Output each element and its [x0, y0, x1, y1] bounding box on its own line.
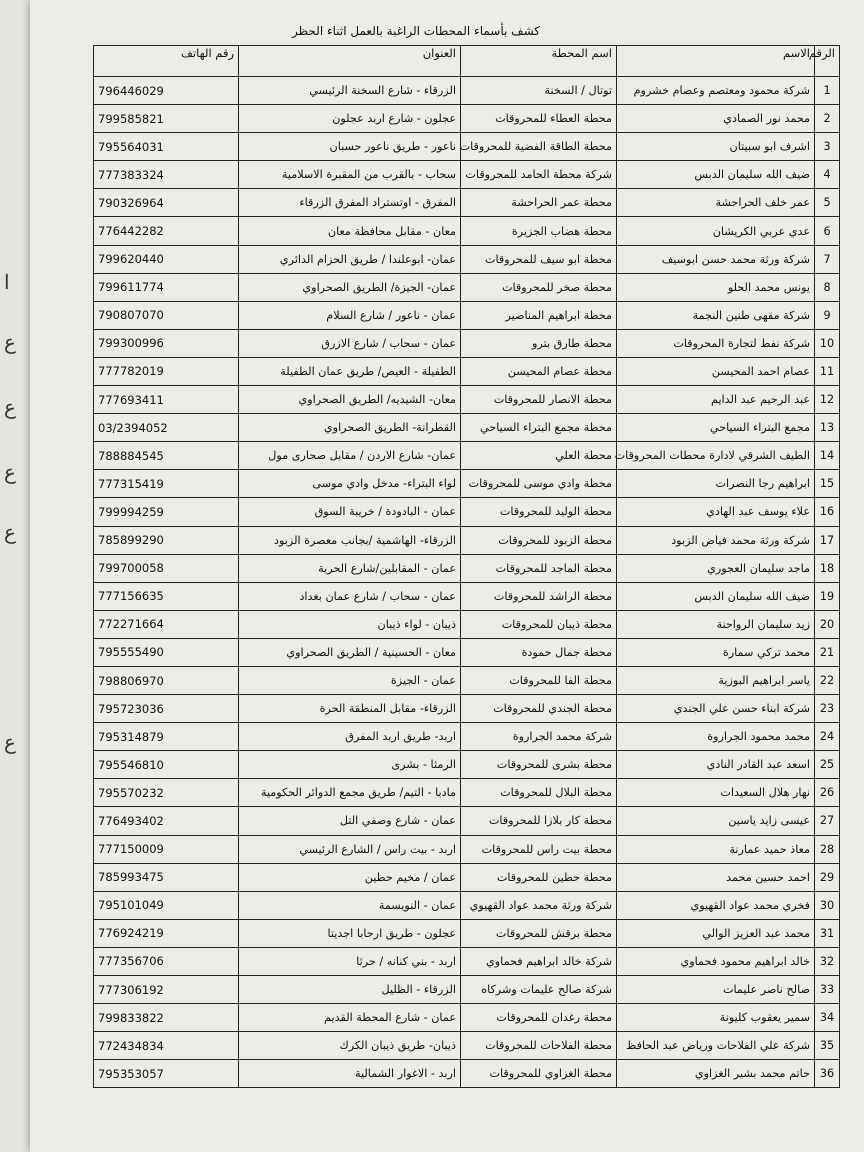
row-address: عمان / مخيم حطين [239, 863, 461, 891]
table-row [94, 919, 840, 947]
row-station: محطة الوليد للمحروقات [461, 498, 617, 526]
row-address: الطفيلة - العيص/ طريق عمان الطفيلة [239, 357, 461, 385]
table-row [94, 1032, 840, 1060]
row-phone: 795564031 [94, 133, 239, 161]
row-number: 25 [815, 751, 840, 779]
row-name: شركة نفط لتجارة المحروقات [617, 329, 815, 357]
table-row [94, 723, 840, 751]
row-phone: 776493402 [94, 807, 239, 835]
row-name: نهار هلال السعيدات [617, 779, 815, 807]
row-name: شركة مقهى طنين النجمة [617, 301, 815, 329]
table-row [94, 610, 840, 638]
row-address: ناعور - طريق ناعور حسبان [239, 133, 461, 161]
row-number: 30 [815, 891, 840, 919]
row-name: ياسر ابراهيم البوزية [617, 666, 815, 694]
row-address: عمان - الجيزة [239, 666, 461, 694]
row-address: الرمثا - بشرى [239, 751, 461, 779]
row-station: محطة برقش للمحروقات [461, 919, 617, 947]
row-address: عجلون - شارع اربد عجلون [239, 105, 461, 133]
row-name: محمد نور الصمادي [617, 105, 815, 133]
row-number: 31 [815, 919, 840, 947]
row-phone: 788884545 [94, 442, 239, 470]
row-phone: 776442282 [94, 217, 239, 245]
row-station: محطة العطاء للمحروقات [461, 105, 617, 133]
header-name: الاسم [617, 46, 815, 77]
row-phone: 776924219 [94, 919, 239, 947]
row-address: اربد - بني كنانه / حرثا [239, 947, 461, 975]
row-number: 35 [815, 1032, 840, 1060]
row-station: محطة البلال للمحروقات [461, 779, 617, 807]
row-address: ذيبان- طريق ذيبان الكرك [239, 1032, 461, 1060]
row-number: 5 [815, 189, 840, 217]
adjacent-page-edge [0, 0, 33, 1152]
row-station: محطة ابو سيف للمحروقات [461, 245, 617, 273]
row-station: محطة وادي موسى للمحروقات [461, 470, 617, 498]
row-number: 23 [815, 695, 840, 723]
row-phone: 777156635 [94, 582, 239, 610]
table-row [94, 1004, 840, 1032]
row-name: علاء يوسف عبد الهادي [617, 498, 815, 526]
handwriting-mark: ع [4, 330, 16, 354]
table-row [94, 554, 840, 582]
row-name: عبد الرحيم عبد الدايم [617, 386, 815, 414]
table-row [94, 217, 840, 245]
table-row [94, 105, 840, 133]
row-phone: 796446029 [94, 77, 239, 105]
row-name: احمد حسين محمد [617, 863, 815, 891]
row-number: 9 [815, 301, 840, 329]
row-station: محطة بيت راس للمحروقات [461, 835, 617, 863]
row-address: القطرانة- الطريق الصحراوي [239, 414, 461, 442]
row-number: 10 [815, 329, 840, 357]
row-phone: 777150009 [94, 835, 239, 863]
row-name: خالد ابراهيم محمود فحماوي [617, 947, 815, 975]
row-station: محطة عصام المحيسن [461, 357, 617, 385]
row-station: محطة الماجد للمحروقات [461, 554, 617, 582]
table-row [94, 245, 840, 273]
table-row [94, 582, 840, 610]
row-address: لواء البتراء- مدخل وادي موسى [239, 470, 461, 498]
row-phone: 795555490 [94, 638, 239, 666]
table-row [94, 133, 840, 161]
row-name: عدي عربي الكريشان [617, 217, 815, 245]
row-number: 12 [815, 386, 840, 414]
handwriting-mark: ع [4, 460, 16, 484]
handwriting-mark: ع [4, 730, 16, 754]
row-address: اربد- طريق اربد المفرق [239, 723, 461, 751]
row-name: صالح ناصر عليمات [617, 976, 815, 1004]
row-number: 27 [815, 807, 840, 835]
row-phone: 777782019 [94, 357, 239, 385]
header-phone: رقم الهاتف [94, 46, 239, 77]
row-station: شركة صالح عليمات وشركاه [461, 976, 617, 1004]
row-address: عمان - شارع المحطة القديم [239, 1004, 461, 1032]
handwriting-mark: ع [4, 520, 16, 544]
row-phone: 799833822 [94, 1004, 239, 1032]
row-phone: 799994259 [94, 498, 239, 526]
row-address: اربد - بيت راس / الشارع الرئيسي [239, 835, 461, 863]
row-station: محطة الفا للمحروقات [461, 666, 617, 694]
row-name: اسعد عبد القادر النادي [617, 751, 815, 779]
row-number: 4 [815, 161, 840, 189]
row-number: 3 [815, 133, 840, 161]
row-station: محطة الزبود للمحروقات [461, 526, 617, 554]
row-station: محطة طارق بترو [461, 329, 617, 357]
row-phone: 777693411 [94, 386, 239, 414]
row-name: فخري محمد عواد القهيوي [617, 891, 815, 919]
row-phone: 785899290 [94, 526, 239, 554]
table-row [94, 77, 840, 105]
row-phone: 795570232 [94, 779, 239, 807]
table-row [94, 329, 840, 357]
row-number: 15 [815, 470, 840, 498]
row-name: ضيف الله سليمان الدبس [617, 161, 815, 189]
row-name: عيسى زايد ياسين [617, 807, 815, 835]
row-name: محمد عبد العزيز الوالي [617, 919, 815, 947]
row-station: شركة محطة الحامد للمحروقات [461, 161, 617, 189]
row-address: عمان - البادودة / خريبة السوق [239, 498, 461, 526]
row-number: 19 [815, 582, 840, 610]
row-number: 22 [815, 666, 840, 694]
row-phone: 777383324 [94, 161, 239, 189]
row-phone: 799620440 [94, 245, 239, 273]
row-name: ضيف الله سليمان الدبس [617, 582, 815, 610]
row-address: عمان - النويسمة [239, 891, 461, 919]
row-station: محطة ابراهيم المناصير [461, 301, 617, 329]
row-address: معان - الحسينية / الطريق الصحراوي [239, 638, 461, 666]
row-number: 17 [815, 526, 840, 554]
row-number: 20 [815, 610, 840, 638]
row-phone: 799611774 [94, 273, 239, 301]
row-phone: 777306192 [94, 976, 239, 1004]
row-station: محطة بشرى للمحروقات [461, 751, 617, 779]
row-address: عمان - سحاب / شارع الازرق [239, 329, 461, 357]
table-row [94, 976, 840, 1004]
row-address: الزرقاء - الظليل [239, 976, 461, 1004]
row-name: شركة علي الفلاحات ورياض عبد الحافظ [617, 1032, 815, 1060]
row-phone: 777315419 [94, 470, 239, 498]
row-number: 32 [815, 947, 840, 975]
row-phone: 785993475 [94, 863, 239, 891]
row-name: شركة محمود ومعتصم وعصام خشروم [617, 77, 815, 105]
row-name: شركة ابناء حسن علي الجندي [617, 695, 815, 723]
table-row [94, 161, 840, 189]
row-address: مادبا - التيم/ طريق مجمع الدوائر الحكومية [239, 779, 461, 807]
row-name: مجمع البتراء السياحي [617, 414, 815, 442]
row-name: يونس محمد الحلو [617, 273, 815, 301]
row-number: 24 [815, 723, 840, 751]
table-row [94, 357, 840, 385]
row-station: محطة صخر للمحروقات [461, 273, 617, 301]
row-phone: 790326964 [94, 189, 239, 217]
row-name: شركة ورثة محمد فياض الزبود [617, 526, 815, 554]
row-address: اربد - الاغوار الشمالية [239, 1060, 461, 1088]
row-number: 6 [815, 217, 840, 245]
row-number: 29 [815, 863, 840, 891]
row-name: سمير يعقوب كليونة [617, 1004, 815, 1032]
row-address: عمان- الجيزة/ الطريق الصحراوي [239, 273, 461, 301]
row-address: عمان - شارع وصفي التل [239, 807, 461, 835]
stations-table [93, 45, 840, 1088]
header-station: اسم المحطة [461, 46, 617, 77]
row-station: محطة كار بلازا للمحروقات [461, 807, 617, 835]
row-phone: 799700058 [94, 554, 239, 582]
row-number: 34 [815, 1004, 840, 1032]
row-name: عمر خلف الحراحشة [617, 189, 815, 217]
row-address: معان - مقابل محافظة معان [239, 217, 461, 245]
row-phone: 772271664 [94, 610, 239, 638]
row-station: محطة العلي [461, 442, 617, 470]
row-number: 28 [815, 835, 840, 863]
row-number: 21 [815, 638, 840, 666]
table-row [94, 638, 840, 666]
row-phone: 799300996 [94, 329, 239, 357]
header-num: الرقم [815, 46, 840, 77]
row-station: محطة الجندي للمحروقات [461, 695, 617, 723]
row-station: توتال / السخنة [461, 77, 617, 105]
table-row [94, 526, 840, 554]
row-phone: 799585821 [94, 105, 239, 133]
row-name: اشرف ابو سبيتان [617, 133, 815, 161]
table-row [94, 1060, 840, 1088]
row-name: شركة ورثة محمد حسن ابوسيف [617, 245, 815, 273]
row-number: 16 [815, 498, 840, 526]
row-name: عصام احمد المحيسن [617, 357, 815, 385]
row-station: محطة الفلاحات للمحروقات [461, 1032, 617, 1060]
row-number: 18 [815, 554, 840, 582]
row-station: شركة محمد الجراروة [461, 723, 617, 751]
row-address: عجلون - طريق ارحابا اجديتا [239, 919, 461, 947]
table-row [94, 807, 840, 835]
table-row [94, 301, 840, 329]
row-phone: 798806970 [94, 666, 239, 694]
row-address: عمان- ابوعلندا / طريق الحزام الدائري [239, 245, 461, 273]
table-row [94, 273, 840, 301]
row-address: ذيبان - لواء ذيبان [239, 610, 461, 638]
row-number: 2 [815, 105, 840, 133]
row-number: 33 [815, 976, 840, 1004]
row-name: حاتم محمد بشير الغزاوي [617, 1060, 815, 1088]
row-address: معان- الشيديه/ الطريق الصحراوي [239, 386, 461, 414]
table-row [94, 414, 840, 442]
row-address: الزرقاء- الهاشمية /بجانب معصرة الزبود [239, 526, 461, 554]
table-row [94, 386, 840, 414]
table-row [94, 779, 840, 807]
table-row [94, 835, 840, 863]
row-station: محطة مجمع البتراء السياحي [461, 414, 617, 442]
row-station: محطة رغدان للمحروقات [461, 1004, 617, 1032]
row-name: محمد تركي سمارة [617, 638, 815, 666]
row-number: 8 [815, 273, 840, 301]
row-station: محطة ذيبان للمحروقات [461, 610, 617, 638]
row-phone: 795353057 [94, 1060, 239, 1088]
row-station: محطة هضاب الجزيرة [461, 217, 617, 245]
row-number: 13 [815, 414, 840, 442]
row-name: معاذ حميد عمارنة [617, 835, 815, 863]
row-station: شركة ورثة محمد عواد القهيوي [461, 891, 617, 919]
row-name: ابراهيم رجا النصرات [617, 470, 815, 498]
row-number: 1 [815, 77, 840, 105]
row-station: محطة جمال حمودة [461, 638, 617, 666]
table-row [94, 751, 840, 779]
row-station: محطة عمر الحراحشة [461, 189, 617, 217]
row-phone: 795314879 [94, 723, 239, 751]
table-row [94, 863, 840, 891]
row-address: الزرقاء- مقابل المنطقة الحرة [239, 695, 461, 723]
handwriting-mark: ا [4, 270, 10, 294]
row-station: محطة حطين للمحروقات [461, 863, 617, 891]
table-row [94, 442, 840, 470]
row-phone: 795101049 [94, 891, 239, 919]
row-phone: 777356706 [94, 947, 239, 975]
table-row [94, 695, 840, 723]
row-address: سحاب - بالقرب من المقبرة الاسلامية [239, 161, 461, 189]
table-row [94, 666, 840, 694]
row-phone: 790807070 [94, 301, 239, 329]
row-address: عمان - سحاب / شارع عمان بغداد [239, 582, 461, 610]
row-number: 36 [815, 1060, 840, 1088]
row-station: محطة الراشد للمحروقات [461, 582, 617, 610]
table-row [94, 498, 840, 526]
header-address: العنوان [239, 46, 461, 77]
table-header-row [94, 46, 840, 77]
row-name: زيد سليمان الرواحنة [617, 610, 815, 638]
row-number: 7 [815, 245, 840, 273]
row-number: 11 [815, 357, 840, 385]
document-title: كشف بأسماء المحطات الراغبة بالعمل اثناء الحظر [291, 24, 540, 38]
row-address: عمان - ناعور / شارع السلام [239, 301, 461, 329]
table-row [94, 947, 840, 975]
row-station: محطة الطاقة الفضية للمحروقات [461, 133, 617, 161]
table-row [94, 891, 840, 919]
row-address: المفرق - اوتستراد المفرق الزرقاء [239, 189, 461, 217]
row-address: الزرقاء - شارع السخنة الرئيسي [239, 77, 461, 105]
row-phone: 03/2394052 [94, 414, 239, 442]
row-phone: 795546810 [94, 751, 239, 779]
row-address: عمان- شارع الاردن / مقابل صحارى مول [239, 442, 461, 470]
row-number: 14 [815, 442, 840, 470]
table-row [94, 470, 840, 498]
handwriting-mark: ع [4, 395, 16, 419]
row-phone: 795723036 [94, 695, 239, 723]
row-station: محطة الانصار للمحروقات [461, 386, 617, 414]
row-station: محطة الغزاوي للمحروقات [461, 1060, 617, 1088]
row-station: شركة خالد ابراهيم فحماوي [461, 947, 617, 975]
row-number: 26 [815, 779, 840, 807]
row-name: محمد محمود الجراروة [617, 723, 815, 751]
row-name: الطيف الشرقي لادارة محطات المحروقات [617, 442, 815, 470]
table-row [94, 189, 840, 217]
row-name: ماجد سليمان العجوري [617, 554, 815, 582]
row-address: عمان - المقابلين/شارع الحرية [239, 554, 461, 582]
row-phone: 772434834 [94, 1032, 239, 1060]
